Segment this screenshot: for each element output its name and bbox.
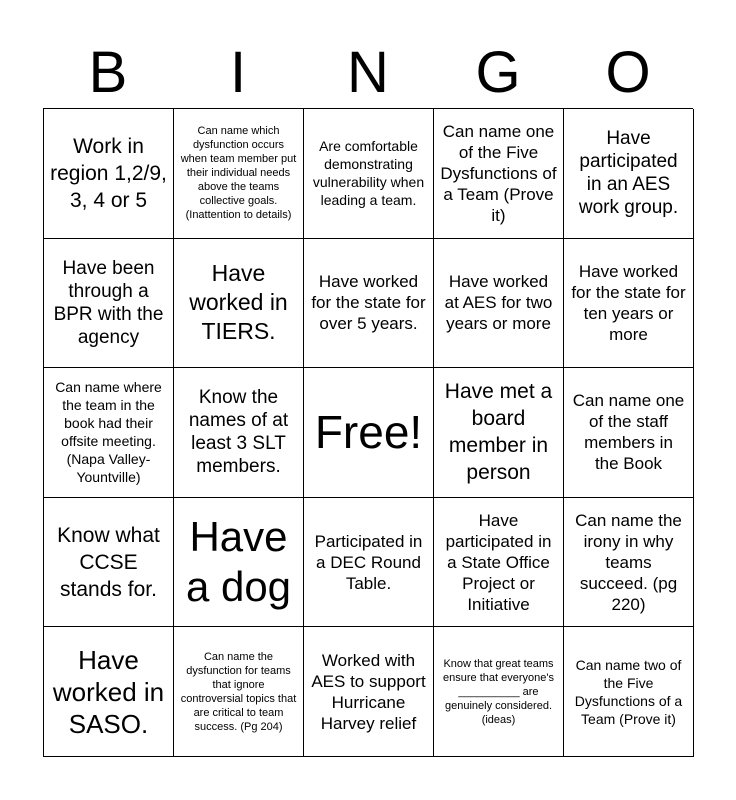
cell-text: Have worked in SASO. bbox=[52, 644, 165, 739]
bingo-cell-r4c3[interactable] bbox=[304, 498, 434, 628]
header-letter-g: G bbox=[475, 40, 521, 105]
cell-text: Can name one of the Five Dysfunctions of a Team (Prove it) bbox=[440, 121, 557, 225]
cell-text: Can name the irony in why teams succeed. (pg 220) bbox=[575, 510, 682, 614]
cell-text: Participated in a DEC Round Table. bbox=[314, 531, 423, 593]
cell-text: Are comfortable demonstrating vulnerability when leading a team. bbox=[312, 138, 425, 209]
cell-text: Have worked for the state for ten years or more bbox=[571, 261, 686, 344]
cell-text: Have met a board member in person bbox=[444, 380, 553, 485]
bingo-cell-r4c1[interactable] bbox=[44, 498, 174, 628]
bingo-cell-r2c2[interactable] bbox=[174, 239, 304, 369]
bingo-cell-r2c5[interactable] bbox=[564, 239, 694, 369]
cell-text: Can name two of the Five Dysfunctions of a Team (Prove it) bbox=[574, 656, 683, 727]
header-letter-n: N bbox=[347, 40, 389, 105]
cell-text: Can name one of the staff members in the Book bbox=[572, 391, 685, 474]
bingo-cell-r5c3[interactable] bbox=[304, 627, 434, 757]
cell-text: Have worked at AES for two years or more bbox=[444, 272, 553, 334]
bingo-cell-r1c5[interactable] bbox=[564, 109, 694, 239]
bingo-header bbox=[43, 40, 693, 106]
bingo-cell-r4c5[interactable] bbox=[564, 498, 694, 628]
bingo-cell-r2c4[interactable] bbox=[434, 239, 564, 369]
header-letter-i: I bbox=[229, 40, 247, 105]
cell-text: Have a dog bbox=[185, 513, 292, 611]
cell-text: Worked with AES to support Hurricane Harvey relief bbox=[311, 650, 426, 733]
bingo-cell-r2c1[interactable] bbox=[44, 239, 174, 369]
cell-text: Have participated in an AES work group. bbox=[578, 128, 679, 219]
bingo-cell-r5c5[interactable] bbox=[564, 627, 694, 757]
bingo-cell-r1c4[interactable] bbox=[434, 109, 564, 239]
cell-text: Can name the dysfunction for teams that ignore controversial topics that are critical to team success. (Pg 204) bbox=[180, 650, 297, 733]
bingo-cell-r5c4[interactable] bbox=[434, 627, 564, 757]
header-letter-o: O bbox=[605, 40, 651, 105]
cell-text: Have worked for the state for over 5 years. bbox=[311, 272, 426, 334]
cell-text: Work in region 1,2/9, 3, 4 or 5 bbox=[50, 134, 167, 212]
cell-text: Know the names of at least 3 SLT members. bbox=[188, 387, 289, 478]
bingo-cell-r1c1[interactable] bbox=[44, 109, 174, 239]
bingo-cell-r5c2[interactable] bbox=[174, 627, 304, 757]
bingo-cell-r2c3[interactable] bbox=[304, 239, 434, 369]
bingo-cell-r5c1[interactable] bbox=[44, 627, 174, 757]
bingo-cell-r4c2[interactable] bbox=[174, 498, 304, 628]
header-letter-b: B bbox=[88, 40, 128, 105]
free-space-text: Free! bbox=[314, 406, 423, 459]
cell-text: Have worked in TIERS. bbox=[189, 260, 288, 345]
cell-text: Can name which dysfunction occurs when team member put their individual needs above the teams collective goals. (Inattention to details) bbox=[180, 125, 297, 222]
cell-text: Can name where the team in the book had their offsite meeting. (Napa Valley-Yountville) bbox=[55, 379, 162, 486]
cell-text: Know that great teams ensure that everyone's __________ are genuinely considered. (ideas) bbox=[443, 657, 554, 726]
bingo-cell-r3c1[interactable] bbox=[44, 368, 174, 498]
bingo-cell-r1c2[interactable] bbox=[174, 109, 304, 239]
bingo-cell-free[interactable] bbox=[304, 368, 434, 498]
bingo-cell-r4c4[interactable] bbox=[434, 498, 564, 628]
cell-text: Have been through a BPR with the agency bbox=[53, 257, 164, 348]
bingo-cell-r3c5[interactable] bbox=[564, 368, 694, 498]
cell-text: Know what CCSE stands for. bbox=[57, 523, 160, 601]
cell-text: Have participated in a State Office Project or Initiative bbox=[445, 510, 552, 614]
bingo-cell-r3c4[interactable] bbox=[434, 368, 564, 498]
bingo-cell-r3c2[interactable] bbox=[174, 368, 304, 498]
bingo-board bbox=[43, 108, 693, 757]
bingo-cell-r1c3[interactable] bbox=[304, 109, 434, 239]
